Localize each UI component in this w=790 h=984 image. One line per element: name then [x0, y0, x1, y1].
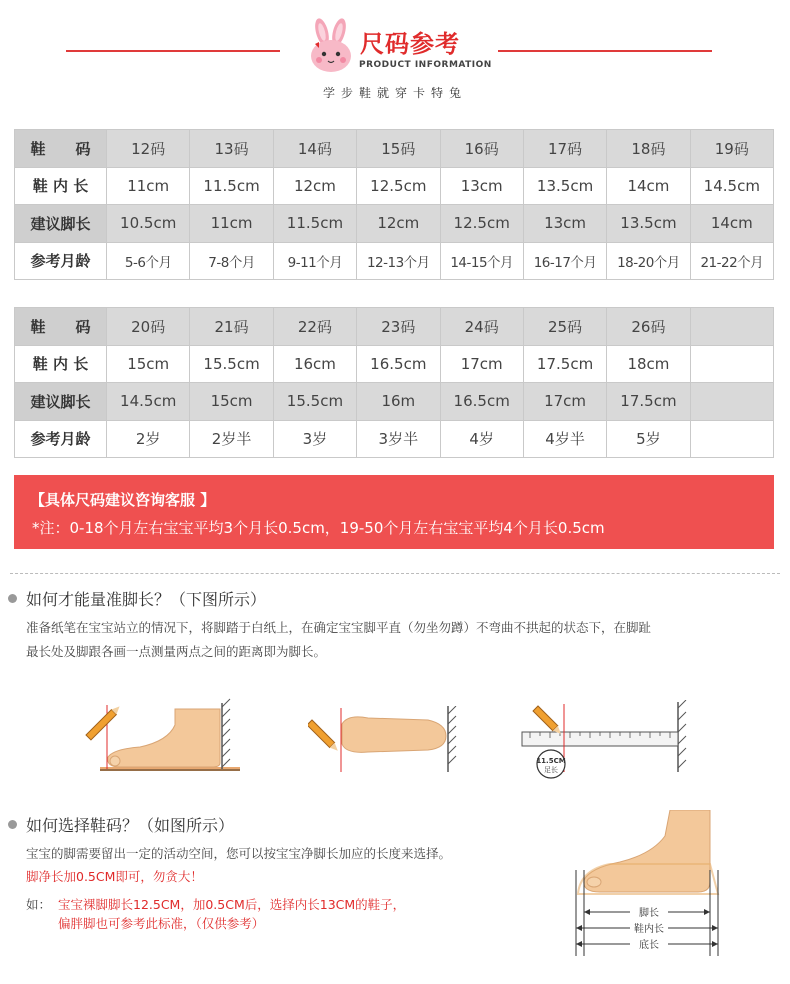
table-cell: 4岁半 — [523, 420, 606, 458]
ruler-label-foot: 足长 — [544, 766, 558, 774]
example-line-1: 宝宝裸脚脚长12.5CM，加0.5CM后，选择内长13CM的鞋子， — [58, 897, 406, 912]
table-cell: 16.5cm — [440, 383, 523, 421]
table-cell: 22码 — [273, 308, 356, 346]
bunny-logo-icon — [305, 18, 357, 74]
foot-top-pencil-illustration — [308, 706, 458, 776]
table-cell: 16码 — [440, 130, 523, 168]
measure-text-2: 最长处及脚跟各画一点测量两点之间的距离即为脚长。 — [26, 644, 327, 659]
table-cell: 18-20个月 — [607, 242, 690, 280]
notice-title: 【具体尺码建议咨询客服 】 — [30, 491, 216, 509]
table-row — [15, 167, 774, 205]
table-cell: 3岁半 — [357, 420, 440, 458]
table-cell: 17cm — [523, 383, 606, 421]
table-cell: 11cm — [107, 167, 190, 205]
table-cell — [690, 308, 773, 346]
choose-title: 如何选择鞋码？（如图所示） — [26, 816, 235, 835]
table-cell: 12cm — [273, 167, 356, 205]
table-cell: 13.5cm — [607, 205, 690, 243]
table-cell: 12-13个月 — [357, 242, 440, 280]
row-label: 鞋 内 长 — [15, 167, 107, 205]
row-label: 鞋 码 — [15, 130, 107, 168]
table-cell: 14cm — [607, 167, 690, 205]
table-cell: 14-15个月 — [440, 242, 523, 280]
table-cell: 21-22个月 — [690, 242, 773, 280]
table-row — [15, 308, 774, 346]
example-prefix: 如： — [26, 897, 52, 912]
table-cell: 15cm — [107, 345, 190, 383]
ruler-measure-illustration — [520, 700, 688, 780]
table-cell: 26码 — [607, 308, 690, 346]
table-cell: 10.5cm — [107, 205, 190, 243]
table-cell: 17.5cm — [607, 383, 690, 421]
table-cell: 14码 — [273, 130, 356, 168]
table-cell: 19码 — [690, 130, 773, 168]
example-line-2: 偏胖脚也可参考此标准，（仅供参考） — [58, 916, 265, 931]
diagram-label-sole: 底长 — [639, 940, 659, 951]
table-cell: 15.5cm — [273, 383, 356, 421]
size-table-2 — [14, 307, 774, 458]
table-cell: 16m — [357, 383, 440, 421]
table-cell: 17cm — [440, 345, 523, 383]
section-divider — [10, 573, 780, 574]
row-label: 建议脚长 — [15, 383, 107, 421]
row-label: 鞋 码 — [15, 308, 107, 346]
page-subtitle: PRODUCT INFORMATION — [359, 60, 492, 70]
table-cell: 21码 — [190, 308, 273, 346]
diagram-label-foot: 脚长 — [639, 908, 659, 919]
table-cell: 13cm — [523, 205, 606, 243]
table-cell: 16-17个月 — [523, 242, 606, 280]
table-row — [15, 420, 774, 458]
table-cell: 16.5cm — [357, 345, 440, 383]
bullet-dot-icon — [8, 594, 17, 603]
table-cell: 12.5cm — [440, 205, 523, 243]
table-cell: 12cm — [357, 205, 440, 243]
table-cell: 18码 — [607, 130, 690, 168]
table-cell — [690, 383, 773, 421]
table-cell: 12.5cm — [357, 167, 440, 205]
page-title: 尺码参考 — [360, 30, 460, 58]
row-label: 建议脚长 — [15, 205, 107, 243]
table-row — [15, 345, 774, 383]
row-label: 参考月龄 — [15, 420, 107, 458]
table-cell: 13码 — [190, 130, 273, 168]
measure-title: 如何才能量准脚长？（下图所示） — [26, 590, 267, 609]
measure-text-1: 准备纸笔在宝宝站立的情况下，将脚踏于白纸上，在确定宝宝脚平直（勿坐勿蹲）不弯曲不拱起的状态下，在脚趾 — [26, 620, 652, 635]
notice-banner — [14, 475, 774, 549]
row-label: 鞋 内 长 — [15, 345, 107, 383]
table-cell: 20码 — [107, 308, 190, 346]
foot-side-pencil-illustration — [80, 695, 250, 777]
ruler-label-size: 11.5CM — [536, 757, 566, 765]
table-cell: 17码 — [523, 130, 606, 168]
table-cell: 4岁 — [440, 420, 523, 458]
choose-text-2: 脚净长加0.5CM即可，勿贪大！ — [26, 869, 203, 884]
table-cell: 11.5cm — [190, 167, 273, 205]
foot-length-diagram-illustration — [570, 810, 740, 960]
table-cell: 11cm — [190, 205, 273, 243]
table-cell: 13cm — [440, 167, 523, 205]
table-cell: 15码 — [357, 130, 440, 168]
table-row — [15, 242, 774, 280]
table-cell: 16cm — [273, 345, 356, 383]
table-row — [15, 205, 774, 243]
table-cell: 7-8个月 — [190, 242, 273, 280]
table-cell: 24码 — [440, 308, 523, 346]
brand-slogan: 学步鞋就穿卡特兔 — [322, 86, 467, 100]
table-cell — [690, 420, 773, 458]
table-cell: 15.5cm — [190, 345, 273, 383]
table-cell: 15cm — [190, 383, 273, 421]
table-cell: 14.5cm — [107, 383, 190, 421]
table-cell: 14cm — [690, 205, 773, 243]
table-cell: 25码 — [523, 308, 606, 346]
notice-text: *注：0-18个月左右宝宝平均3个月长0.5cm，19-50个月左右宝宝平均4个月长0.5cm — [32, 519, 605, 537]
table-row — [15, 383, 774, 421]
header-rule-right — [498, 50, 712, 52]
table-cell: 18cm — [607, 345, 690, 383]
size-table-1 — [14, 129, 774, 280]
header-rule-left — [66, 50, 280, 52]
table-cell: 14.5cm — [690, 167, 773, 205]
table-cell — [690, 345, 773, 383]
row-label: 参考月龄 — [15, 242, 107, 280]
table-cell: 13.5cm — [523, 167, 606, 205]
table-cell: 12码 — [107, 130, 190, 168]
table-cell: 11.5cm — [273, 205, 356, 243]
choose-text-1: 宝宝的脚需要留出一定的活动空间，您可以按宝宝净脚长加应的长度来选择。 — [26, 846, 452, 861]
table-cell: 17.5cm — [523, 345, 606, 383]
table-cell: 23码 — [357, 308, 440, 346]
table-cell: 2岁 — [107, 420, 190, 458]
diagram-label-inner: 鞋内长 — [634, 924, 664, 935]
table-cell: 5-6个月 — [107, 242, 190, 280]
table-cell: 5岁 — [607, 420, 690, 458]
table-cell: 2岁半 — [190, 420, 273, 458]
table-row — [15, 130, 774, 168]
table-cell: 3岁 — [273, 420, 356, 458]
bullet-dot-icon — [8, 820, 17, 829]
table-cell: 9-11个月 — [273, 242, 356, 280]
